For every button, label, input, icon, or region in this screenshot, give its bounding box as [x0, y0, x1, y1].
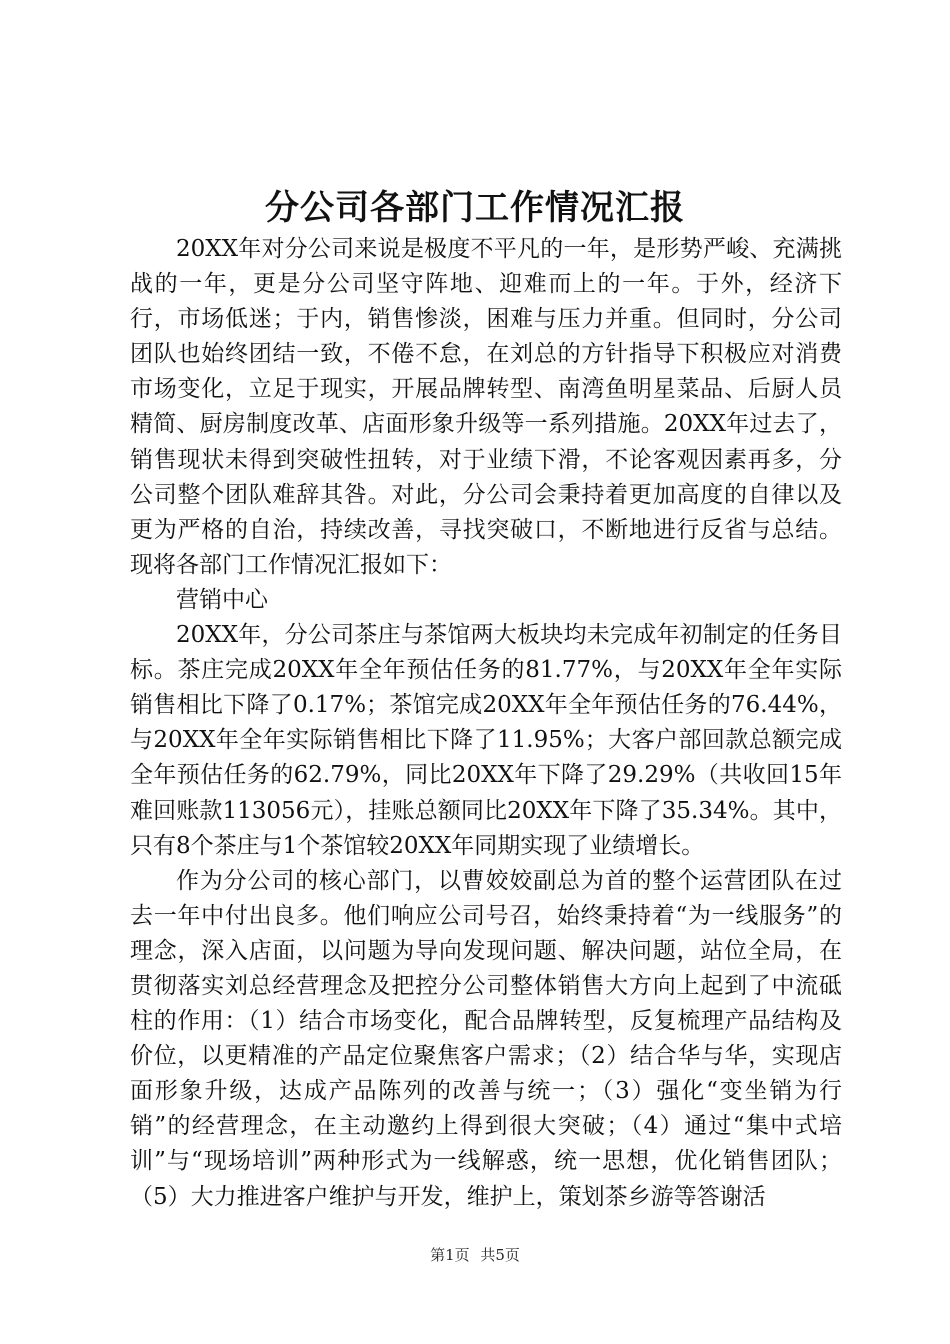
- sales-results-paragraph: 20XX年，分公司茶庄与茶馆两大板块均未完成年初制定的任务目标。茶庄完成20XX年全年预估任务的81.77%，与20XX年全年实际销售相比下降了0.17%；茶馆完成20XX年全年预估任务的76.44%，与20XX年全年实际销售相比下降了11.95%；大客户部回款总额完成全年预估任务的62.79%，同比20XX年下降了29.29%（共收回15年难回账款113056元），挂账总额同比20XX年下降了35.34%。其中，只有8个茶庄与1个茶馆较20XX年同期实现了业绩增长。: [130, 622, 842, 859]
- section-heading-marketing-center: 营销中心: [176, 586, 268, 613]
- intro-paragraph: 20XX年对分公司来说是极度不平凡的一年，是形势严峻、充满挑战的一年，更是分公司坚守阵地、迎难而上的一年。于外，经济下行，市场低迷；于内，销售惨淡，困难与压力并重。但同时，分公司团队也始终团结一致，不倦不怠，在刘总的方针指导下积极应对消费市场变化，立足于现实，开展品牌转型、南湾鱼明星菜品、后厨人员精简、厨房制度改革、店面形象升级等一系列措施。20XX年过去了，销售现状未得到突破性扭转，对于业绩下滑，不论客观因素再多，分公司整个团队难辞其咎。对此，分公司会秉持着更加高度的自律以及更为严格的自治，持续改善，寻找突破口，不断地进行反省与总结。现将各部门工作情况汇报如下：: [130, 236, 842, 578]
- operations-team-paragraph: 作为分公司的核心部门，以曹姣姣副总为首的整个运营团队在过去一年中付出良多。他们响应公司号召，始终秉持着“为一线服务”的理念，深入店面，以问题为导向发现问题、解决问题，站位全局，在贯彻落实刘总经营理念及把控分公司整体销售大方向上起到了中流砥柱的作用：（1）结合市场变化，配合品牌转型，反复梳理产品结构及价位，以更精准的产品定位聚焦客户需求；（2）结合华与华，实现店面形象升级，达成产品陈列的改善与统一；（3）强化“变坐销为行销”的经营理念，在主动邀约上得到很大突破；（4）通过“集中式培训”与“现场培训”两种形式为一线解惑，统一思想，优化销售团队；（5）大力推进客户维护与开发，维护上，策划茶乡游等答谢活: [130, 867, 842, 1210]
- document-title: 分公司各部门工作情况汇报: [265, 188, 685, 228]
- page-footer: [0, 1245, 950, 1265]
- document-body: [130, 232, 842, 1215]
- page-number: 第1页: [430, 1246, 470, 1264]
- page-total: 共5页: [480, 1246, 520, 1264]
